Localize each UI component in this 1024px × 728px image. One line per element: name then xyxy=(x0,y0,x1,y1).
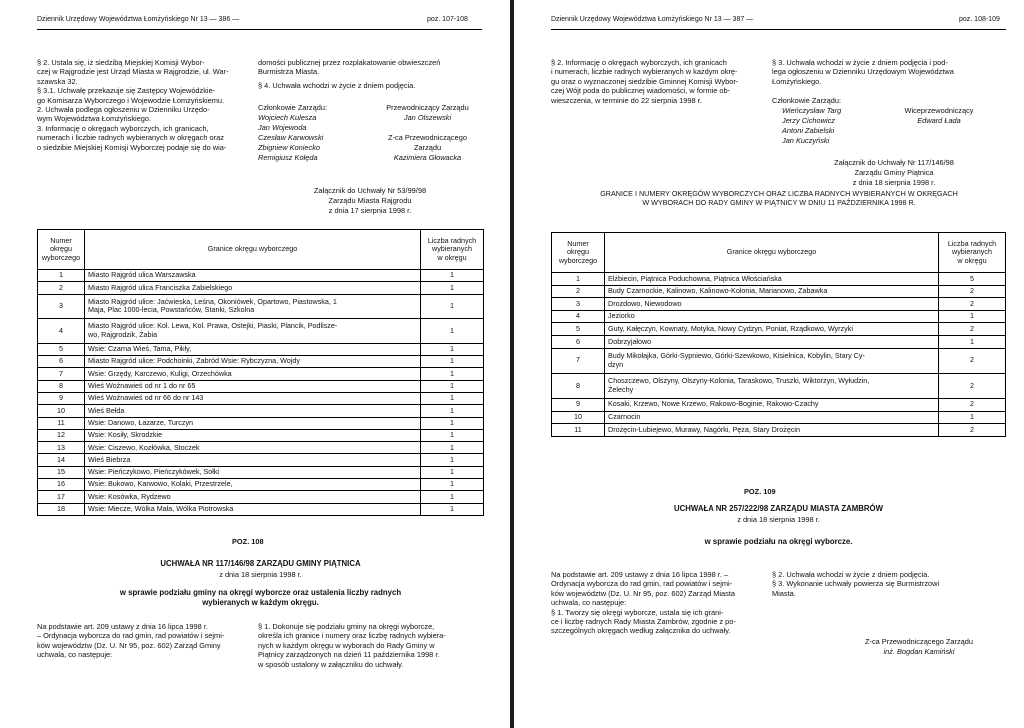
left-text-col1: § 2. Ustala się, iż siedzibą Miejskiej Komisji Wybor- czej w Rajgrodzie jest Urząd Miasta w Rajgrodzie, ul. War- szawska 32. § 3.1. Uchwałę przekazuje się Zastępcy Wojewódzkie- go Komisarza Wyborczego i Wojewodzie Łomżyńskiemu. 2. Uchwała podlega ogłoszeniu w Dzienniku Urzędo- wym Województwa Łomżyńskiego. 3. Informację o okręgach wyborczych, ich granicach, numerach i liczbie radnych wybieranych w okręgach oraz o siedzibie Miejskiej Komisji Wyborczej podaje się do wia- xyxy=(37,58,229,152)
district-number: 10 xyxy=(38,405,85,417)
right-districts-table xyxy=(551,232,1006,437)
councillor-count: 1 xyxy=(421,479,484,491)
district-number: 16 xyxy=(38,479,85,491)
district-boundaries: Guty, Kałęczyn, Kownaty, Motyka, Nowy Cydzyn, Poniat, Rządkowo, Wyrzyki xyxy=(605,323,939,336)
district-number: 13 xyxy=(38,442,85,454)
councillor-count: 1 xyxy=(421,282,484,294)
right-page-ref: poz. 108-109 xyxy=(959,16,1000,23)
district-boundaries: Wieś Woźnawieś od nr 66 do nr 143 xyxy=(85,392,421,404)
table-row xyxy=(38,442,484,454)
table-row xyxy=(38,491,484,503)
table-row xyxy=(552,348,1006,373)
councillor-count: 1 xyxy=(939,411,1006,424)
district-number: 1 xyxy=(38,270,85,282)
right-resolution-subject: w sprawie podziału na okręgi wyborcze. xyxy=(704,537,853,546)
table-row xyxy=(38,368,484,380)
district-boundaries: Miasto Rajgród ulice: Podchoinki, Zabród Wsie: Rybczyzna, Wojdy xyxy=(85,356,421,368)
table-row xyxy=(38,454,484,466)
right-signature: Z-ca Przewodniczącego Zarządu inż. Bogdan Kamiński xyxy=(864,637,974,656)
left-poz-number: POZ. 108 xyxy=(232,537,264,546)
table-row xyxy=(38,270,484,282)
table-row xyxy=(552,373,1006,398)
left-body-col2: § 1. Dokonuje się podziału gminy na okręgi wyborcze, określa ich granice i numery oraz liczbę radnych wybiera- nych w każdym okręgu w wyborach do Rady Gminy w Piątnicy zarządzonych na dzień 11 października 1998 r. w sposób ustalony w załączniku do uchwały. xyxy=(258,622,446,669)
councillor-count: 2 xyxy=(939,373,1006,398)
councillor-count: 5 xyxy=(939,273,1006,286)
district-boundaries: Wsie: Ciszewo, Kozłówka, Stoczek xyxy=(85,442,421,454)
table-row xyxy=(38,294,484,319)
left-running-header: Dziennik Urzędowy Województwa Łomżyńskiego Nr 13 — 386 — xyxy=(37,16,240,23)
left-body-col1: Na podstawie art. 209 ustawy z dnia 16 lipca 1998 r. – Ordynacja wyborcza do rad gmin, rad powiatów i sejmi- ków województw (Dz. U. Nr 95, poz. 602) Zarząd Gminy uchwala, co następuje: xyxy=(37,622,225,660)
district-number: 10 xyxy=(552,411,605,424)
right-header-rule xyxy=(551,29,1006,30)
district-boundaries: Drozdowo, Niewodowo xyxy=(605,298,939,311)
table-row xyxy=(38,282,484,294)
councillor-count: 2 xyxy=(939,323,1006,336)
left-page xyxy=(0,0,510,728)
right-poz-number: POZ. 109 xyxy=(744,487,776,496)
district-boundaries: Dobrzyjałowo xyxy=(605,335,939,348)
left-page-ref: poz. 107-108 xyxy=(427,16,468,23)
councillor-count: 2 xyxy=(939,424,1006,437)
table-row xyxy=(552,285,1006,298)
district-boundaries: Wsie: Kosówka, Rydzewo xyxy=(85,491,421,503)
right-body-col2: § 2. Uchwała wchodzi w życie z dniem podjęcia. § 3. Wykonanie uchwały powierza się Burmistrzowi Miasta. xyxy=(772,570,940,598)
councillor-count: 2 xyxy=(939,298,1006,311)
district-boundaries: Wsie: Kosiły, Skrodzkie xyxy=(85,429,421,441)
district-boundaries: Miasto Rajgród ulica Warszawska xyxy=(85,270,421,282)
district-boundaries: Wsie: Miecze, Wólka Mała, Wólka Piotrowska xyxy=(85,503,421,515)
district-number: 2 xyxy=(552,285,605,298)
table-row xyxy=(552,273,1006,286)
right-table-title: GRANICE I NUMERY OKRĘGÓW WYBORCZYCH ORAZ LICZBA RADNYCH WYBIERANYCH W OKRĘGACH W WYBORACH DO RADY GMINY W PIĄTNICY W DNIU 11 PAŹDZIERNIKA 1998 R. xyxy=(600,189,958,208)
district-number: 7 xyxy=(552,348,605,373)
district-number: 18 xyxy=(38,503,85,515)
district-boundaries: Wieś Biebrza xyxy=(85,454,421,466)
table-row xyxy=(38,405,484,417)
right-board-members: Członkowie Zarządu: Wieńczysław Targ Jerzy Cichowicz Antoni Zabielski Jan Kuczyński xyxy=(772,96,842,145)
left-table-header: Numer okręgu wyborczego Granice okręgu wyborczego Liczba radnych wybieranych w okręgu xyxy=(38,230,484,270)
district-number: 6 xyxy=(552,335,605,348)
councillor-count: 1 xyxy=(421,429,484,441)
district-boundaries: Miasto Rajgród ulica Franciszka Zabielskiego xyxy=(85,282,421,294)
right-annex-note: Załącznik do Uchwały Nr 117/146/98 Zarządu Gminy Piątnica z dnia 18 sierpnia 1998 r. xyxy=(834,158,954,187)
table-row xyxy=(552,298,1006,311)
table-row xyxy=(38,356,484,368)
district-number: 1 xyxy=(552,273,605,286)
district-number: 8 xyxy=(552,373,605,398)
right-resolution-date: z dnia 18 sierpnia 1998 r. xyxy=(737,515,820,524)
district-number: 6 xyxy=(38,356,85,368)
councillor-count: 1 xyxy=(421,368,484,380)
table-row xyxy=(552,398,1006,411)
district-boundaries: Wsie: Grzędy, Karczewo, Kuligi, Orzechówka xyxy=(85,368,421,380)
district-number: 12 xyxy=(38,429,85,441)
district-number: 3 xyxy=(552,298,605,311)
district-boundaries: Choszczewo, Olszyny, Olszyny-Kolonia, Taraskowo, Truszki, Wiktorzyn, Wyłudzin, Żelechy xyxy=(605,373,939,398)
table-row xyxy=(38,466,484,478)
district-number: 3 xyxy=(38,294,85,319)
district-boundaries: Miasto Rajgród ulice: Kol. Lewa, Kol. Prawa, Ostejki, Piaski, Plancik, Podlisze- wo, Rajgrodzik, Żabia xyxy=(85,319,421,344)
district-boundaries: Elżbiecin, Piątnica Poduchowna, Piątnica Włościańska xyxy=(605,273,939,286)
table-row xyxy=(552,335,1006,348)
councillor-count: 1 xyxy=(421,454,484,466)
left-board-members: Członkowie Zarządu: Wojciech Kulesza Jan Wojewoda Czesław Karwowski Zbigniew Koniecko Remigiusz Kołęda xyxy=(258,103,328,162)
left-resolution-title: UCHWAŁA NR 117/146/98 ZARZĄDU GMINY PIĄTNICA xyxy=(160,559,361,568)
councillor-count: 2 xyxy=(939,348,1006,373)
councillor-count: 1 xyxy=(939,310,1006,323)
district-number: 15 xyxy=(38,466,85,478)
district-number: 14 xyxy=(38,454,85,466)
district-number: 9 xyxy=(38,392,85,404)
district-number: 4 xyxy=(38,319,85,344)
right-table-header: Numer okręgu wyborczego Granice okręgu wyborczego Liczba radnych wybieranych w okręgu xyxy=(552,233,1006,273)
district-number: 5 xyxy=(552,323,605,336)
table-row xyxy=(552,323,1006,336)
table-row xyxy=(38,343,484,355)
table-row xyxy=(552,424,1006,437)
councillor-count: 1 xyxy=(421,270,484,282)
councillor-count: 1 xyxy=(421,466,484,478)
district-number: 5 xyxy=(38,343,85,355)
councillor-count: 1 xyxy=(421,405,484,417)
councillor-count: 1 xyxy=(421,356,484,368)
left-header-rule xyxy=(37,29,482,30)
left-board-chair: Przewodniczący Zarządu Jan Olszewski Z-ca Przewodniczącego Zarządu Kazimiera Głowacka xyxy=(386,103,469,162)
district-boundaries: Wsie: Bukowo, Karwowo, Kolaki, Przestrzele, xyxy=(85,479,421,491)
right-resolution-title: UCHWAŁA NR 257/222/98 ZARZĄDU MIASTA ZAMBRÓW xyxy=(674,504,883,513)
district-boundaries: Budy Czarnockie, Kalinowo, Kalinowo-Kolonia, Marianowo, Zabawka xyxy=(605,285,939,298)
table-row xyxy=(38,479,484,491)
district-boundaries: Miasto Rajgród ulice: Jaćwieska, Leśna, Okoniówek, Opartowo, Piastowska, 1 Maja, Plac 1000-lecia, Powstańców, Stanki, Szkolna xyxy=(85,294,421,319)
left-resolution-date: z dnia 18 sierpnia 1998 r. xyxy=(219,570,302,579)
councillor-count: 1 xyxy=(421,491,484,503)
councillor-count: 1 xyxy=(421,380,484,392)
councillor-count: 1 xyxy=(421,503,484,515)
right-page xyxy=(514,0,1024,728)
right-text-col1: § 2. Informację o okręgach wyborczych, ich granicach i numerach, liczbie radnych wybieranych w każdym okrę- gu oraz o wyznaczonej siedzibie Gminnej Komisji Wybor- czej Wójt poda do publicznej wiadomości, w formie ob- wieszczenia, w terminie do 22 sierpnia 1998 r. xyxy=(551,58,739,105)
district-number: 11 xyxy=(38,417,85,429)
left-annex-note: Załącznik do Uchwały Nr 53/99/98 Zarządu Miasta Rajgrodu z dnia 17 sierpnia 1998 r. xyxy=(313,186,427,215)
table-row xyxy=(38,417,484,429)
right-running-header: Dziennik Urzędowy Województwa Łomżyńskiego Nr 13 — 387 — xyxy=(551,16,754,23)
left-districts-table xyxy=(37,229,484,516)
district-number: 7 xyxy=(38,368,85,380)
right-text-col2: § 3. Uchwała wchodzi w życie z dniem podjęcia i pod- lega ogłoszeniu w Dzienniku Urzędowym Województwa Łomżyńskiego. xyxy=(772,58,954,86)
table-row xyxy=(38,503,484,515)
district-number: 9 xyxy=(552,398,605,411)
district-boundaries: Wsie: Czarna Wieś, Tama, Pikły, xyxy=(85,343,421,355)
district-number: 8 xyxy=(38,380,85,392)
district-boundaries: Wieś Woźnawieś od nr 1 do nr 65 xyxy=(85,380,421,392)
district-boundaries: Wsie: Pieńczykowo, Pieńczykówek, Sołki xyxy=(85,466,421,478)
right-board-vice: Wiceprzewodniczący Edward Łada xyxy=(904,106,974,125)
table-row xyxy=(38,429,484,441)
councillor-count: 1 xyxy=(421,343,484,355)
table-row xyxy=(38,392,484,404)
left-resolution-subject: w sprawie podziału gminy na okręgi wyborcze oraz ustalenia liczby radnych wybieranych w każdym okręgu. xyxy=(119,588,402,607)
district-boundaries: Wsie: Danowo, Łazarze, Turczyn xyxy=(85,417,421,429)
table-row xyxy=(552,411,1006,424)
district-boundaries: Budy Mikołajka, Górki-Sypniewo, Górki-Szewkowo, Kisielnica, Kobylin, Stary Cy- dzyn xyxy=(605,348,939,373)
table-row xyxy=(38,319,484,344)
councillor-count: 1 xyxy=(421,442,484,454)
district-number: 17 xyxy=(38,491,85,503)
table-row xyxy=(38,380,484,392)
councillor-count: 2 xyxy=(939,398,1006,411)
district-number: 11 xyxy=(552,424,605,437)
district-boundaries: Czarnocin xyxy=(605,411,939,424)
councillor-count: 1 xyxy=(421,392,484,404)
district-boundaries: Drożęcin-Lubiejewo, Murawy, Nagórki, Pęza, Stary Drożęcin xyxy=(605,424,939,437)
councillor-count: 1 xyxy=(421,319,484,344)
district-boundaries: Kosaki, Krzewo, Nowe Krzewo, Rakowo-Boginie, Rakowo-Czachy xyxy=(605,398,939,411)
councillor-count: 1 xyxy=(421,417,484,429)
left-text-col2: domości publicznej przez rozplakatowanie obwieszczeń Burmistrza Miasta. § 4. Uchwała wchodzi w życie z dniem podjęcia. xyxy=(258,58,441,90)
councillor-count: 2 xyxy=(939,285,1006,298)
councillor-count: 1 xyxy=(421,294,484,319)
district-number: 4 xyxy=(552,310,605,323)
district-number: 2 xyxy=(38,282,85,294)
table-row xyxy=(552,310,1006,323)
councillor-count: 1 xyxy=(939,335,1006,348)
right-body-col1: Na podstawie art. 209 ustawy z dnia 16 lipca 1998 r. – Ordynacja wyborcza do rad gmin, rad powiatów i sejmi- ków województw (Dz. U. Nr 95, poz. 602) Zarząd Miasta uchwala, co następuje: § 1. Tworzy się okręgi wyborcze, ustala się ich grani- ce i liczbę radnych Rady Miasta Zambrów, zgodnie z po- szczególnych okręgach według załącznika do uchwały. xyxy=(551,570,736,636)
district-boundaries: Jeziorko xyxy=(605,310,939,323)
district-boundaries: Wieś Bełda xyxy=(85,405,421,417)
